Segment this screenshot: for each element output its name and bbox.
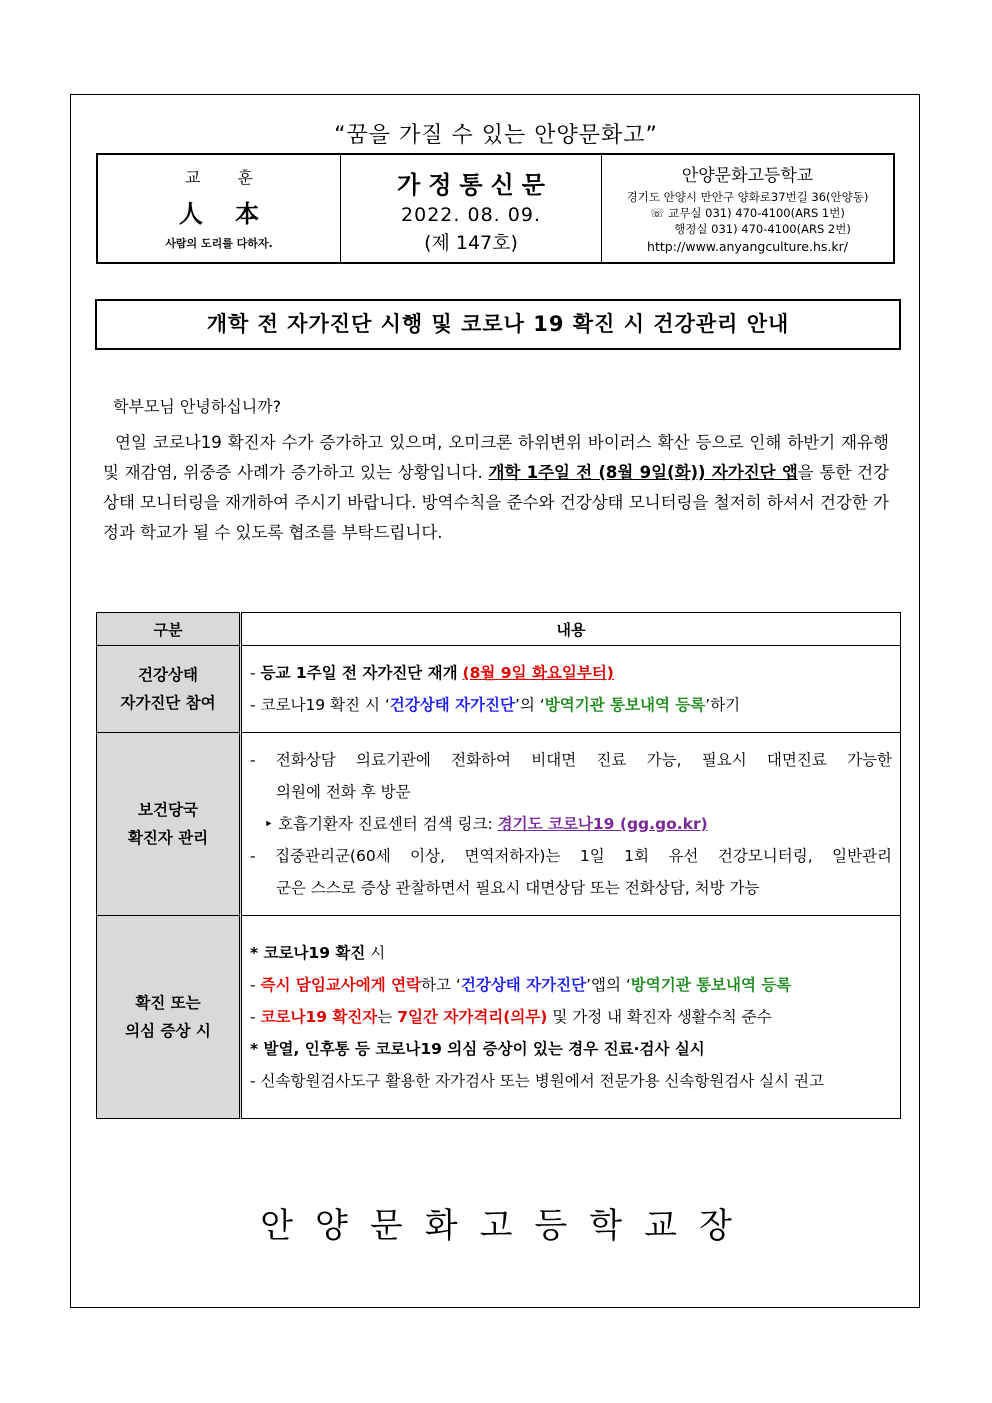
text-segment-bold: 등교 1주일 전 자가진단 재개 [260,664,458,682]
body-text-part1: 연일 코로나19 확진자 수가 증가하고 있으며, 오미크론 하위변위 바이러스 확산 등으로 인해 하반기 재유행 및 재감염, 위중증 사례가 증가하고 있는 상황입니다. [103,433,889,482]
school-motto-cell [98,155,341,262]
text-segment-bold: * 코로나19 확진 [250,944,366,962]
body-text-part2: 을 통한 건강상태 모니터링을 재개하여 주시기 바랍니다. 방역수칙을 준수와 건강상태 모니터링을 철저히 하셔서 건강한 가정과 학교가 될 수 있도록 협조를 부탁드립니다. [103,463,889,542]
text-segment-green: 방역기관 통보내역 등록 [630,976,792,994]
row-label-line2: 의심 증상 시 [125,1022,211,1040]
column-header-content: 내용 [241,613,901,646]
table-row [97,733,901,916]
text-segment-red: 즉시 담임교사에게 연락 [260,976,422,994]
motto-subtitle: 사람의 도리를 다하자. [165,237,273,250]
text-segment-blue: 건강상태 자가진단 [389,696,515,714]
corona-center-link[interactable]: 경기도 코로나19 (gg.go.kr) [497,815,708,833]
row-label-line1: 보건당국 [138,801,198,819]
text-segment-blue: 건강상태 자가진단 [460,976,587,994]
column-header-category: 구분 [97,613,241,646]
content-line: - 집중관리군(60세 이상, 면역저하자)는 1일 1회 유선 건강모니터링, 일반관리 [250,847,892,865]
row-content [241,733,901,916]
notice-body [103,428,889,548]
newsletter-title: 가정통신문 [397,171,553,199]
motto-label: 교 훈 [185,168,269,187]
text-segment: ’앱의 ‘ [586,976,631,994]
text-segment: 하고 ‘ [421,976,461,994]
office-phone: ☏ 교무실 031) 470-4100(ARS 1번) [650,206,845,220]
content-line [250,657,892,689]
notice-title: 개학 전 자가진단 시행 및 코로나 19 확진 시 건강관리 안내 [95,299,901,350]
principal-signature: 안양문화고등학교장 [260,1206,754,1246]
school-website-link[interactable]: http://www.anyangculture.hs.kr/ [647,239,848,254]
content-line: 군은 스스로 증상 관찰하면서 필요시 대면상담 또는 전화상담, 처방 가능 [276,879,760,897]
content-line: * 발열, 인후통 등 코로나19 의심 증상이 있는 경우 진료·검사 실시 [250,1040,705,1058]
content-line: - 전화상담 의료기관에 전화하여 비대면 진료 가능, 필요시 대면진료 가능한 [250,751,892,769]
content-line: 의원에 전화 후 방문 [276,783,411,801]
row-label-line2: 자가진단 참여 [120,694,216,712]
row-label-line2: 확진자 관리 [127,829,209,847]
school-contact-cell [602,155,893,262]
body-emphasis: 개학 1주일 전 (8월 9일(화)) 자가진단 앱 [488,463,798,482]
row-content [241,916,901,1119]
text-segment: ‣ 호흡기환자 진료센터 검색 링크: [264,815,498,833]
newsletter-date: 2022. 08. 09. [401,204,541,226]
content-line [250,689,892,721]
text-segment: ’의 ‘ [514,696,545,714]
table-row [97,646,901,733]
school-slogan: “꿈을 가질 수 있는 안양문화고” [334,123,658,148]
content-line [250,969,892,1001]
table-row [97,916,901,1119]
newsletter-number: (제 147호) [424,232,518,254]
newsletter-info-cell [341,155,602,262]
text-segment-red: 7일간 자가격리(의무) [397,1008,548,1026]
greeting: 학부모님 안녕하십니까? [113,397,282,416]
row-label-line1: 확진 또는 [135,994,201,1012]
text-segment: 는 [377,1008,398,1026]
text-segment: ’하기 [705,696,741,714]
motto-main: 人 本 [178,199,272,228]
table-header-row [97,613,901,646]
content-line [250,808,892,840]
text-segment: - 코로나19 확진 시 ‘ [250,696,390,714]
row-label [97,916,241,1119]
row-label-line1: 건강상태 [138,666,198,684]
text-segment: 및 가정 내 확진자 생활수칙 준수 [547,1008,772,1026]
content-line: - 신속항원검사도구 활용한 자가검사 또는 병원에서 전문가용 신속항원검사 실시 권고 [250,1072,824,1090]
newsletter-header [96,153,895,264]
school-address: 경기도 안양시 만안구 양화로37번길 36(안양동) [626,190,869,204]
content-line [250,937,892,969]
text-segment: 시 [365,944,386,962]
row-label [97,733,241,916]
guidance-table [96,612,901,1119]
admin-phone: 행정실 031) 470-4100(ARS 2번) [674,222,851,236]
text-segment: - [250,664,261,682]
text-segment-green: 방역기관 통보내역 등록 [544,696,706,714]
text-segment-red: (8월 9일 화요일부터) [462,664,614,682]
content-line [250,1001,892,1033]
school-name: 안양문화고등학교 [681,166,814,186]
row-content [241,646,901,733]
row-label [97,646,241,733]
text-segment-red: 코로나19 확진자 [260,1008,378,1026]
text-segment: - [250,1008,261,1026]
text-segment: - [250,976,261,994]
